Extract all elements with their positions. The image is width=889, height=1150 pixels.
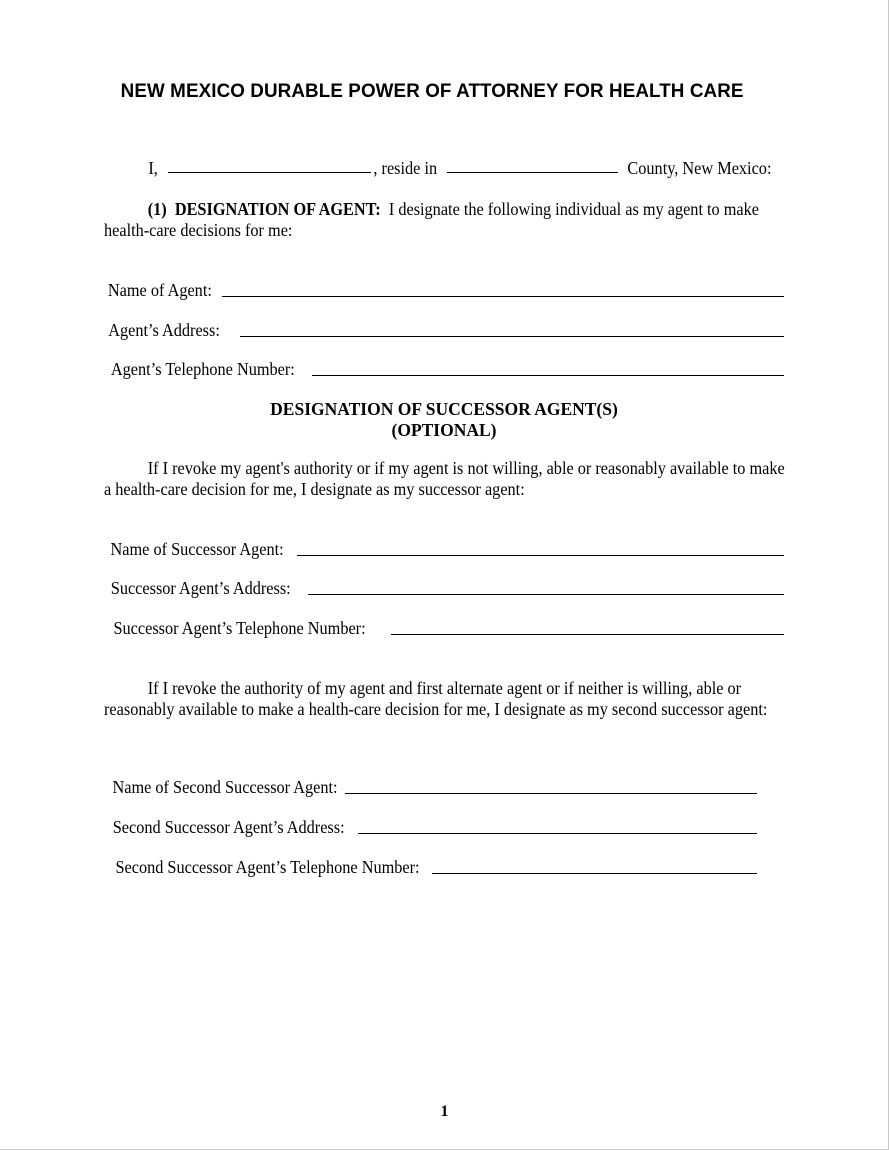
field-input-second-successor-agent-telephone[interactable] — [432, 873, 757, 874]
successor-section-heading — [104, 399, 784, 441]
field-agent-address — [104, 320, 224, 342]
field-label: Successor Agent’s Telephone Number: — [113, 618, 366, 638]
field-label: Second Successor Agent’s Address: — [112, 817, 345, 837]
page-number: 1 — [440, 1103, 449, 1120]
field-input-successor-agent-telephone[interactable] — [391, 634, 784, 635]
field-second-successor-agent-address — [104, 817, 353, 839]
residence-middle: , reside in — [373, 158, 438, 178]
field-successor-agent-telephone — [104, 618, 375, 640]
field-name-of-successor-agent — [104, 539, 290, 561]
field-label: Successor Agent’s Address: — [110, 578, 291, 598]
field-successor-agent-address — [104, 578, 297, 600]
residence-name-blank[interactable] — [168, 172, 371, 173]
field-label: Agent’s Address: — [108, 320, 220, 340]
successor-heading-line-2: (OPTIONAL) — [391, 420, 497, 440]
field-label: Name of Second Successor Agent: — [112, 777, 338, 797]
field-input-agent-telephone[interactable] — [312, 375, 784, 376]
field-label: Agent’s Telephone Number: — [110, 359, 295, 379]
section-1-paragraph — [104, 199, 794, 240]
field-input-name-of-successor-agent[interactable] — [297, 555, 784, 556]
field-label: Name of Successor Agent: — [110, 539, 284, 559]
field-input-name-of-agent[interactable] — [222, 296, 784, 297]
field-label: Name of Agent: — [107, 280, 212, 300]
residence-suffix: County, New Mexico: — [627, 158, 772, 178]
field-label: Second Successor Agent’s Telephone Number: — [115, 857, 420, 877]
field-input-successor-agent-address[interactable] — [308, 594, 784, 595]
field-agent-telephone — [104, 359, 302, 381]
field-name-of-agent — [104, 280, 216, 302]
section-1-heading: DESIGNATION OF AGENT: — [174, 199, 381, 219]
field-second-successor-agent-telephone — [104, 857, 431, 879]
page-title: NEW MEXICO DURABLE POWER OF ATTORNEY FOR HEALTH CARE — [120, 80, 744, 102]
section-1-number: (1) — [147, 199, 167, 219]
successor-section-paragraph: If I revoke my agent's authority or if my agent is not willing, able or reasonably available to make a health-care decision for me, I designate as my successor agent: — [104, 458, 785, 499]
field-input-name-of-second-successor-agent[interactable] — [345, 793, 757, 794]
second-successor-paragraph: If I revoke the authority of my agent and first alternate agent or if neither is willing, able or reasonably available to make a health-care decision for me, I designate as my second successor agent: — [104, 678, 768, 719]
residence-county-blank[interactable] — [447, 172, 618, 173]
field-input-second-successor-agent-address[interactable] — [358, 833, 757, 834]
section-1-body: I designate the following individual as my agent to make health-care decisions for me: — [104, 199, 760, 240]
residence-line — [148, 158, 158, 179]
successor-heading-line-1: DESIGNATION OF SUCCESSOR AGENT(S) — [270, 399, 618, 419]
residence-prefix: I, — [148, 158, 158, 178]
field-name-of-second-successor-agent — [104, 777, 346, 799]
field-input-agent-address[interactable] — [240, 336, 784, 337]
